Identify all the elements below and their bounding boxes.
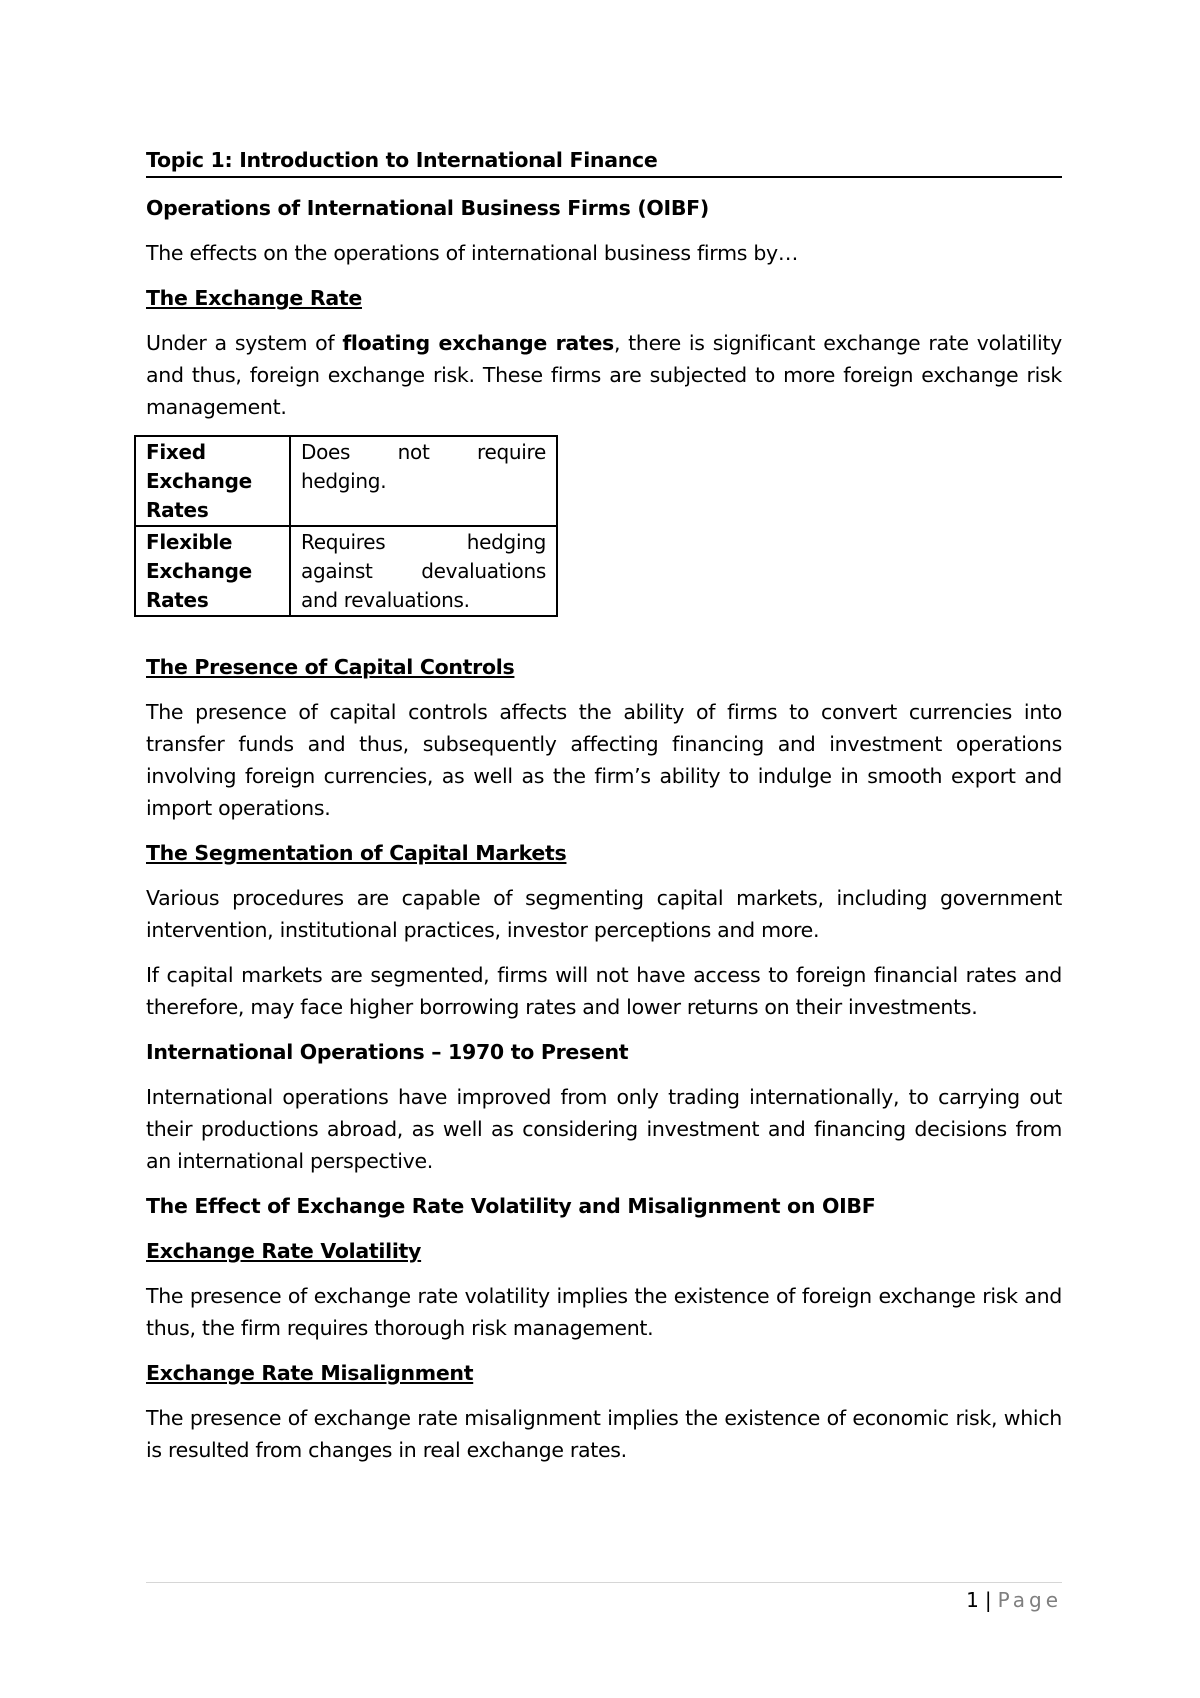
heading-effect: The Effect of Exchange Rate Volatility and Misalignment on OIBF — [146, 1194, 876, 1218]
intl-operations-paragraph: International operations have improved from only trading internationally, to carrying out their productions abroad, as well as considering investment and financing decisions from an international perspective. — [146, 1085, 1062, 1173]
footer-divider — [146, 1582, 1062, 1583]
table-cell-label: Fixed Exchange Rates — [135, 436, 290, 526]
table-cell-value: Requires hedging against devaluations and revaluations. — [290, 526, 557, 616]
segmentation-paragraph-2: If capital markets are segmented, firms will not have access to foreign financial rates and therefore, may face higher borrowing rates and lower returns on their investments. — [146, 963, 1062, 1019]
capital-controls-paragraph: The presence of capital controls affects the ability of firms to convert currencies into transfer funds and thus, subsequently affecting financing and investment operations involving foreign currencies, as well as the firm’s ability to indulge in smooth export and import operations. — [146, 700, 1062, 820]
exchange-rate-table — [134, 435, 558, 617]
page-label: Page — [997, 1588, 1062, 1612]
exchange-rate-text-end: , there is significant exchange rate volatility and thus, foreign exchange risk. These firms are subjected to more foreign exchange risk management. — [146, 331, 1062, 419]
heading-oibf: Operations of International Business Firms (OIBF) — [146, 196, 709, 220]
topic-title: Topic 1: Introduction to International Finance — [146, 145, 1062, 178]
floating-exchange-rates-term: floating exchange rates — [342, 331, 614, 355]
footer-separator: | — [984, 1588, 992, 1612]
page-footer — [966, 1588, 1062, 1612]
heading-exchange-rate: The Exchange Rate — [146, 286, 362, 310]
table-row — [135, 436, 557, 526]
page-content — [146, 145, 1062, 1466]
table-cell-value: Does not require hedging. — [290, 436, 557, 526]
heading-intl-operations: International Operations – 1970 to Present — [146, 1040, 629, 1064]
heading-capital-controls: The Presence of Capital Controls — [146, 655, 515, 679]
heading-misalignment: Exchange Rate Misalignment — [146, 1361, 474, 1385]
exchange-rate-text-start: Under a system of — [146, 331, 343, 355]
page-number: 1 — [966, 1588, 979, 1612]
exchange-rate-paragraph — [146, 327, 1062, 423]
table-cell-label: Flexible Exchange Rates — [135, 526, 290, 616]
heading-segmentation: The Segmentation of Capital Markets — [146, 841, 567, 865]
heading-volatility: Exchange Rate Volatility — [146, 1239, 422, 1263]
misalignment-paragraph: The presence of exchange rate misalignment implies the existence of economic risk, which is resulted from changes in real exchange rates. — [146, 1406, 1062, 1462]
table-row — [135, 526, 557, 616]
oibf-lead-text: The effects on the operations of international business firms by… — [146, 241, 799, 265]
volatility-paragraph: The presence of exchange rate volatility implies the existence of foreign exchange risk and thus, the firm requires thorough risk management. — [146, 1284, 1062, 1340]
segmentation-paragraph-1: Various procedures are capable of segmenting capital markets, including government intervention, institutional practices, investor perceptions and more. — [146, 886, 1062, 942]
